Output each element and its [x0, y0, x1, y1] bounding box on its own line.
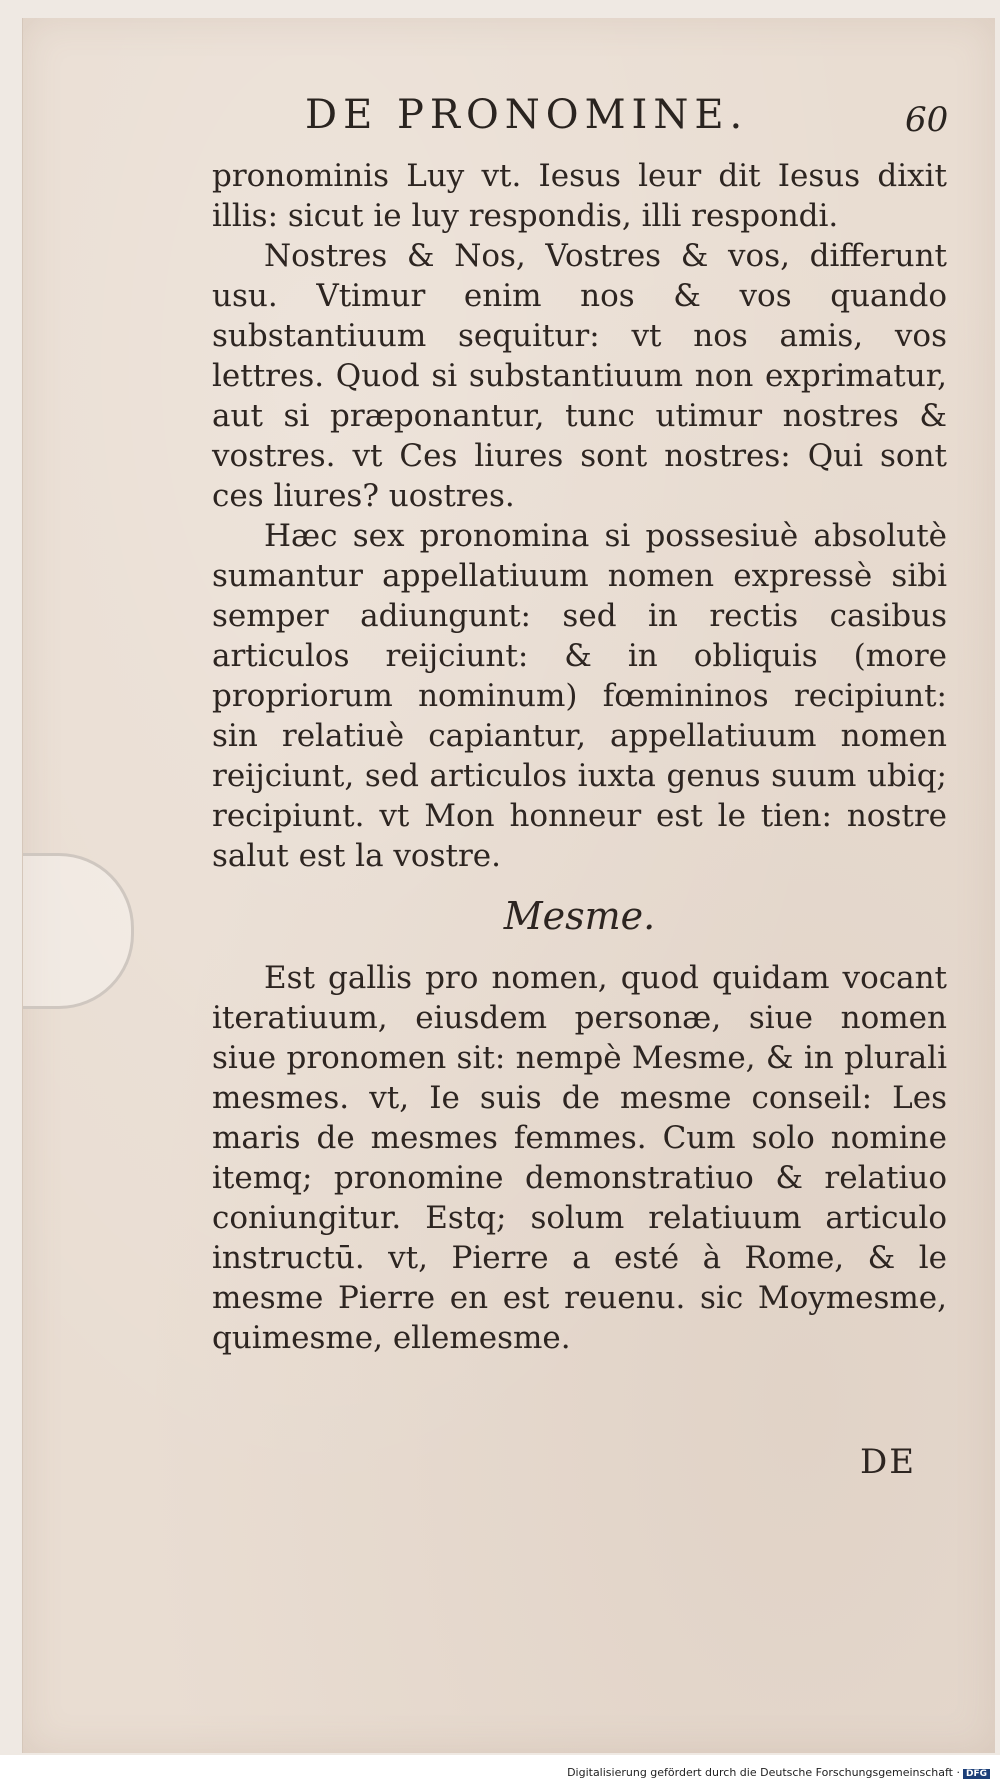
dfg-logo: DFG: [963, 1769, 990, 1779]
credit-text: Digitalisierung gefördert durch die Deutsche Forschungsgemeinschaft ·: [567, 1766, 960, 1779]
paragraph-2: Nostres & Nos, Vostres & vos, differunt usu. Vtimur enim nos & vos quando substantiuum sequitur: vt nos amis, vos lettres. Quod si substantiuum non exprimatur, aut si præponantur, tunc utimur nostres & vostres. vt Ces liures sont nostres: Qui sont ces liures? uostres.: [212, 238, 947, 514]
body-text: [212, 156, 947, 1358]
paragraph-3: Hæc sex pronomina si possesiuè absolutè sumantur appellatiuum nomen expressè sibi semper adiungunt: sed in rectis casibus articulos reijciunt: & in obliquis (more propriorum nominum) fœmininos recipiunt: sin relatiuè capiantur, appellatiuum nomen reijciunt, sed articulos iuxta genus suum ubiq; recipiunt. vt Mon honneur est le tien: nostre salut est la vostre.: [212, 518, 947, 874]
digitization-credit: [567, 1766, 990, 1779]
running-head: DE PRONOMINE.: [305, 92, 749, 138]
page-clip: [23, 853, 134, 1009]
paragraph-4: Est gallis pro nomen, quod quidam vocant iteratiuum, eiusdem personæ, siue nomen siue pronomen sit: nempè Mesme, & in plurali mesmes. vt, Ie suis de mesme conseil: Les maris de mesmes femmes. Cum solo nomine itemq; pronomine demonstratiuo & relatiuo coniungitur. Estq; solum relatiuum articulo instructū. vt, Pierre a esté à Rome, & le mesme Pierre en est reuenu. sic Moymesme, quimesme, ellemesme.: [212, 960, 947, 1356]
section-heading: Mesme.: [503, 894, 656, 938]
catchword: DE: [860, 1442, 917, 1482]
paragraph-1: pronominis Luy vt. Iesus leur dit Iesus dixit illis: sicut ie luy respondis, illi respondi.: [212, 158, 947, 234]
folio-number: 60: [905, 100, 949, 140]
